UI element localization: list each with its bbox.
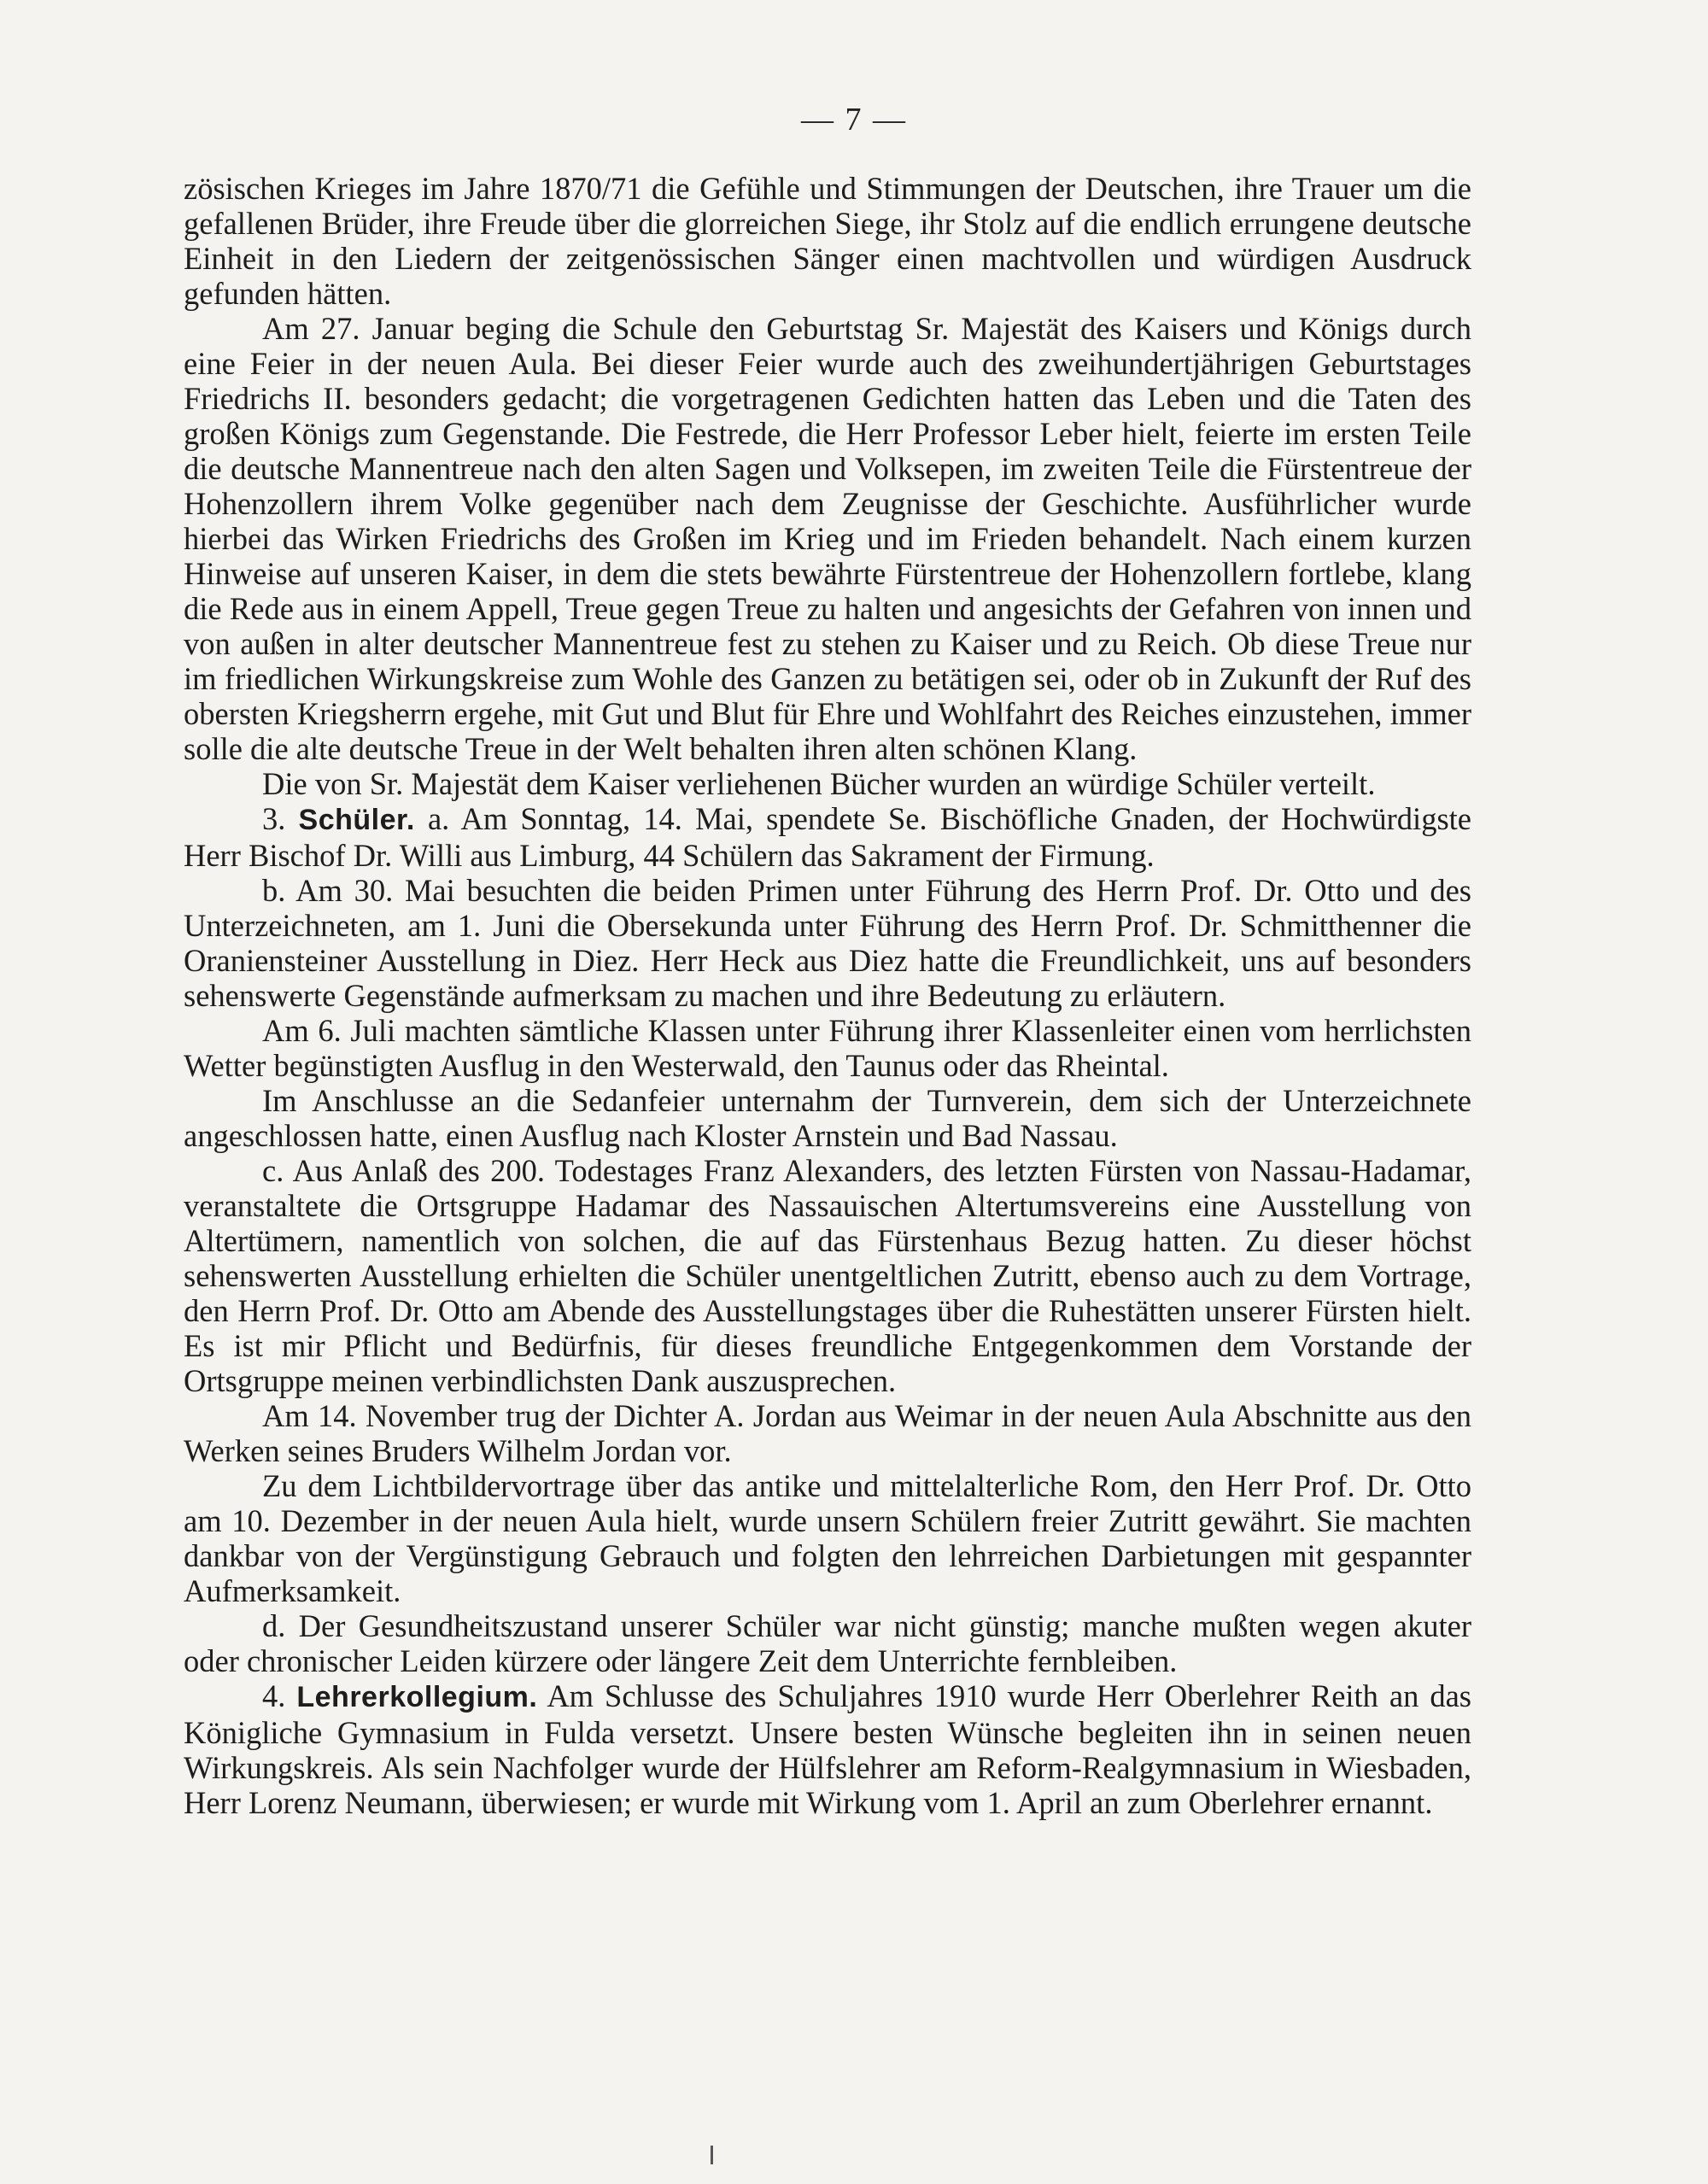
paragraph-books-awarded: Die von Sr. Majestät dem Kaiser verliehenen Bücher wurden an würdige Schüler verteilt. bbox=[262, 766, 1376, 801]
scan-mark bbox=[711, 2146, 713, 2164]
body-text bbox=[184, 171, 1471, 1820]
section-number: 3. bbox=[262, 801, 299, 836]
paragraph-birthday-celebration: Am 27. Januar beging die Schule den Geburtstag Sr. Majestät des Kaisers und Königs durch eine Feier in der neuen Aula. Bei dieser Feier wurde auch des zweihundertjährigen Geburtstages Friedrichs II. besonders gedacht; die vorgetragenen Gedichten hatten das Leben und die Taten des großen Königs zum Gegenstande. Die Festrede, die Herr Professor Leber hielt, feierte im ersten Teile die deutsche Mannentreue nach den alten Sagen und Volksepen, im zweiten Teile die Fürstentreue der Hohenzollern ihrem Volke gegenüber nach dem Zeugnisse der Geschichte. Ausführlicher wurde hierbei das Wirken Friedrichs des Großen im Krieg und im Frieden behandelt. Nach einem kurzen Hinweise auf unseren Kaiser, in dem die stets bewährte Fürstentreue der Hohenzollern fortlebe, klang die Rede aus in einem Appell, Treue gegen Treue zu halten und angesichts der Gefahren von innen und von außen in alter deutscher Mannentreue fest zu stehen zu Kaiser und zu Reich. Ob diese Treue nur im friedlichen Wirkungskreise zum Wohle des Ganzen zu betätigen sei, oder ob in Zukunft der Ruf des obersten Kriegsherrn ergehe, mit Gut und Blut für Ehre und Wohlfahrt des Reiches einzustehen, immer solle die alte deutsche Treue in der Welt behalten ihren alten schönen Klang. bbox=[184, 311, 1471, 766]
section-text: Am Schlusse des Schuljahres 1910 wurde Herr Oberlehrer Reith an das Königliche Gymnasium in Fulda versetzt. Unsere besten Wünsche begleiten ihn in seinen neuen Wirkungskreis. Als sein Nachfolger wurde der Hülfslehrer am Reform-Realgymnasium in Wiesbaden, Herr Lorenz Neumann, überwiesen; er wurde mit Wirkung vom 1. April an zum Oberlehrer ernannt. bbox=[184, 1678, 1472, 1820]
paragraph-health: d. Der Gesundheitszustand unserer Schüler war nicht günstig; manche mußten wegen akuter oder chronischer Leiden kürzere oder längere Zeit dem Unterrichte fernbleiben. bbox=[184, 1608, 1471, 1678]
section-number: 4. bbox=[262, 1678, 297, 1713]
paragraph-sedan-trip: Im Anschlusse an die Sedanfeier unternahm der Turnverein, dem sich der Unterzeichnete angeschlossen hatte, einen Ausflug nach Kloster Arnstein und Bad Nassau. bbox=[184, 1083, 1471, 1153]
paragraph-class-outing: Am 6. Juli machten sämtliche Klassen unter Führung ihrer Klassenleiter einen vom herrlichsten Wetter begünstigten Ausflug in den Westerwald, den Taunus oder das Rheintal. bbox=[184, 1013, 1471, 1083]
page-number: — 7 — bbox=[801, 102, 907, 138]
section-heading-faculty: Lehrerkollegium. bbox=[296, 1681, 538, 1713]
paragraph-jordan-reading: Am 14. November trug der Dichter A. Jordan aus Weimar in der neuen Aula Abschnitte aus den Werken seines Bruders Wilhelm Jordan vor. bbox=[184, 1398, 1471, 1468]
section-heading-students: Schüler. bbox=[298, 804, 415, 836]
paragraph-slide-lecture: Zu dem Lichtbildervortrage über das antike und mittelalterliche Rom, den Herr Prof. Dr. Otto am 10. Dezember in der neuen Aula hielt, wurde unsern Schülern freier Zutritt gewährt. Sie machten dankbar von der Vergünstigung Gebrauch und folgten den lehrreichen Darbietungen mit gespannter Aufmerksamkeit. bbox=[184, 1468, 1471, 1608]
paragraph-section-3-students bbox=[184, 801, 1471, 873]
paragraph-excursion-diez: b. Am 30. Mai besuchten die beiden Primen unter Führung des Herrn Prof. Dr. Otto und des Unterzeichneten, am 1. Juni die Obersekunda unter Führung des Herrn Prof. Dr. Schmitthenner die Oraniensteiner Ausstellung in Diez. Herr Heck aus Diez hatte die Freundlichkeit, uns auf besonders sehenswerte Gegenstände aufmerksam zu machen und ihre Bedeutung zu erläutern. bbox=[184, 873, 1471, 1013]
section-text: a. Am Sonntag, 14. Mai, spendete Se. Bischöfliche Gnaden, der Hochwürdigste Herr Bischof Dr. Willi aus Limburg, 44 Schülern das Sakrament der Firmung. bbox=[184, 801, 1471, 873]
paragraph-exhibition: c. Aus Anlaß des 200. Todestages Franz Alexanders, des letzten Fürsten von Nassau-Hadamar, veranstaltete die Ortsgruppe Hadamar des Nassauischen Altertumsvereins eine Ausstellung von Altertümern, namentlich von solchen, die auf das Fürstenhaus Bezug hatten. Zu dieser höchst sehenswerten Ausstellung erhielten die Schüler unentgeltlichen Zutritt, ebenso auch zu dem Vortrage, den Herrn Prof. Dr. Otto am Abende des Ausstellungstages über die Ruhestätten unserer Fürsten hielt. Es ist mir Pflicht und Bedürfnis, für dieses freundliche Entgegenkommen dem Vorstande der Ortsgruppe meinen verbindlichsten Dank auszusprechen. bbox=[184, 1153, 1471, 1398]
paragraph-section-4-faculty bbox=[184, 1678, 1471, 1820]
paragraph-continuation: zösischen Krieges im Jahre 1870/71 die Gefühle und Stimmungen der Deutschen, ihre Trauer um die gefallenen Brüder, ihre Freude über die glorreichen Siege, ihr Stolz auf die endlich errungene deutsche Einheit in den Liedern der zeitgenössischen Sänger einen machtvollen und würdigen Ausdruck gefunden hätten. bbox=[184, 171, 1471, 311]
